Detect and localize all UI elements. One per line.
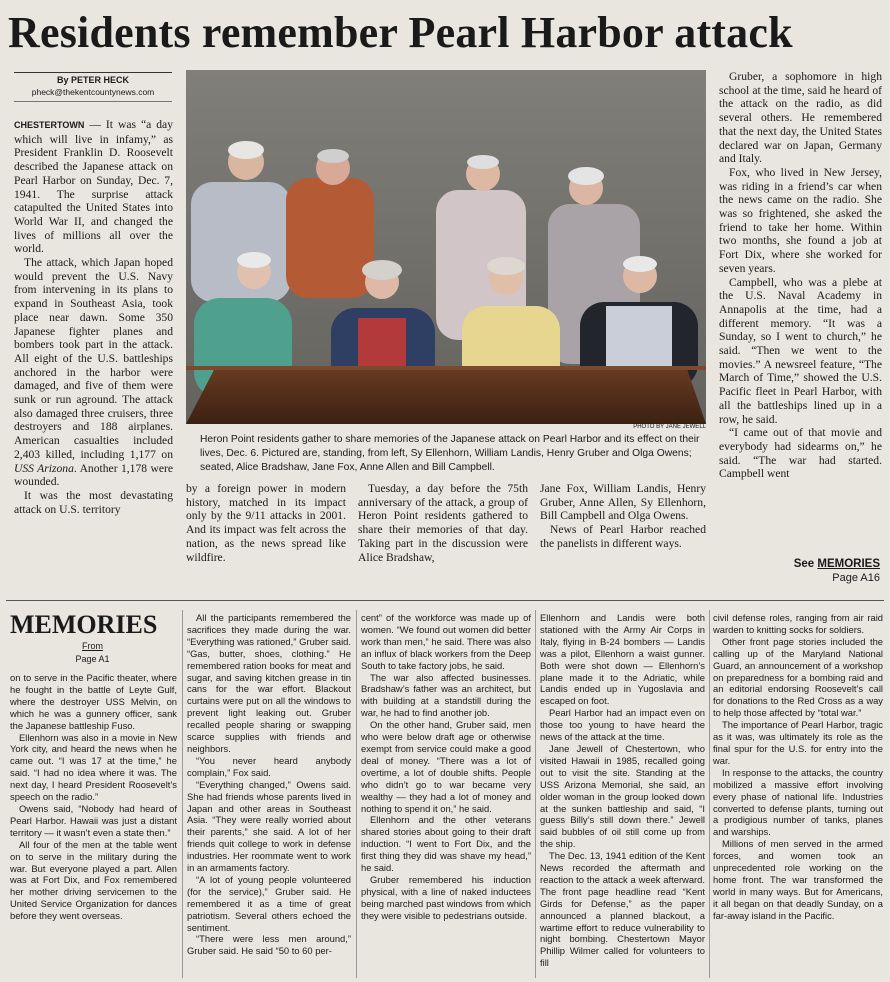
- paragraph: “You never heard anybody complain,” Fox said.: [187, 754, 351, 778]
- paragraph: Ellenhorn and Landis were both stationed with the Army Air Corps in Italy, flying in B-24 bombers — Landis was a pilot, Ellenhorn a waist gunner. Both were shot down — Ellenhorn’s plane made it to the Adriatic, while Landis ended up in Yugoslavia and escaped on foot.: [540, 612, 705, 707]
- lead-paragraph: — It was “a day which will live in infamy,” as President Franklin D. Roosevelt described the Japanese attack on Pearl Harbor on Sunday, Dec. 7, 1941. The surprise attack catapulted the United States into World War II, and changed the lives of millions all over the world.: [14, 118, 173, 256]
- paragraph: Ellenhorn and the other veterans shared stories about going to their draft induction. “I went to Fort Dix, and the first thing they did was shave my head,” he said.: [361, 814, 531, 874]
- ship-name: USS Arizona: [14, 461, 74, 475]
- jump-page: Page A16: [832, 572, 880, 584]
- paragraph: “Everything changed,” Owens said. She had friends whose parents lived in Japan and other areas in Southeast Asia. “They were really worried about their parents,” she said. A lot of her friends quit college to work in defense industries. Her roommate went to work in an armaments factory.: [187, 778, 351, 874]
- paragraph: Gruber remembered his induction physical, with a line of naked inductees being marched past windows from which they were visible to pedestrians outside.: [361, 873, 531, 921]
- paragraph: All the participants remembered the sacrifices they made during the war. “Everything was rationed,” Gruber said. “Gas, butter, shoes, clothing.” He remembered ration books for meat and sugar, and saving kitchen grease in tin cans for the war effort. Blackout curtains were put on all the windows to prevent light leaking out. Gruber recalled people sharing or swapping scarce supplies with friends and neighbors.: [187, 612, 351, 754]
- from-label: From: [82, 641, 103, 651]
- paragraph: All four of the men at the table went on to serve in the military during the war. But everyone played a part. Allen was at Fort Dix, and Fox remembered her mother driving servicemen to the United Service Organization for dances before they went overseas.: [10, 838, 177, 922]
- paragraph: Jane Fox, William Landis, Henry Gruber, Anne Allen, Sy Ellenhorn, Bill Campbell and Olga Owens.: [540, 482, 706, 523]
- paragraph: on to serve in the Pacific theater, where he fought in the battle of Leyte Gulf, where the destroyer USS Melvin, on which he was a gunnery officer, sank the Japanese battleship Fuso.: [10, 672, 177, 731]
- paragraph: The Dec. 13, 1941 edition of the Kent News recorded the aftermath and reaction to the attack a week afterward. The front page headline read “Kent Girds for Defense,” as the paper announced a planned blackout, a wartime effort to reduce vulnerability to night bombing. Chestertown Mayor Phillip Wilmer called for volunteers to fill: [540, 850, 705, 969]
- column-rule: [709, 610, 710, 978]
- photo-caption: Heron Point residents gather to share memories of the Japanese attack on Pearl Harbor and its effect on their lives, Dec. 6. Pictured are, standing, from left, Sy Ellenhorn, William Landis, Henry Gruber and Olga Owens; seated, Alice Bradshaw, Jane Fox, Anne Allen and Bill Campbell.: [200, 434, 700, 473]
- continuation-column-4: [540, 612, 705, 969]
- paragraph: The attack, which Japan hoped would prevent the U.S. Navy from intervening in its plans to expand in Southeast Asia, took place near dawn. Some 350 Japanese fighter planes and bombers took part in the attack. All eight of the U.S. battleships anchored in the harbor were damaged, and five of them were sunk or run aground. The attack also damaged three cruisers, three destroyers and 188 airplanes. American casualties included 2,403 killed, including 1,177 on: [14, 256, 173, 461]
- paragraph: On the other hand, Gruber said, men who were below draft age or otherwise exempt from service could make a good deal of money. “There was a lot of overtime, a lot of double shifts. People who didn’t go to war became very wealthy — they had a lot of money and nothing to spend it on,” he said.: [361, 719, 531, 814]
- paragraph: “A lot of young people volunteered (for the service),” Gruber said. He remembered it as a time of great patriotism. Several others echoed the sentiment.: [187, 873, 351, 933]
- photo-credit: PHOTO BY JANE JEWELL: [633, 424, 706, 430]
- continuation-column-5: [713, 612, 883, 922]
- paragraph: civil defense roles, ranging from air raid warden to knitting socks for soldiers.: [713, 612, 883, 635]
- paragraph: Owens said, “Nobody had heard of Pearl Harbor. Hawaii was just a distant territory — it wasn’t even a state then.”: [10, 802, 177, 838]
- paragraph: Pearl Harbor had an impact even on those too young to have heard the news of the attack at the time.: [540, 707, 705, 743]
- article-column-1: [14, 118, 173, 516]
- memories-heading: MEMORIES: [10, 610, 158, 639]
- paragraph-end: . Another 1,178 were wounded.: [14, 461, 173, 489]
- continuation-column-1: [10, 672, 177, 922]
- continuation-column-2: [187, 612, 351, 957]
- paragraph: Fox, who lived in New Jersey, was riding in a friend’s car when the news came on the radio. She was so frightened, she asked the friend to take her home. Within two months, she found a job at Fort Dix, where she worked for seven years.: [719, 165, 882, 275]
- paragraph: cent” of the workforce was made up of women. “We found out women did better work than men,” he said. There was also an influx of black workers from the Deep South to take factory jobs, he said.: [361, 612, 531, 671]
- article-column-5: [719, 70, 882, 481]
- group-photo: [186, 70, 706, 424]
- paragraph: Jane Jewell of Chestertown, who visited Hawaii in 1985, recalled going out to visit the site. Standing at the USS Arizona Memorial, she said, an older woman in the group looked down at the sunken battleship and said, “I guess Billy’s still down there.” Jewell said bubbles of oil still come up from the ship.: [540, 742, 705, 850]
- paragraph: Other front page stories included the calling up of the Maryland National Guard, an announcement of a workshop on preparedness for a bombing raid and an editorial endorsing Roosevelt’s call for donations to the Red Cross as a way to help those affected by “total war.”: [713, 635, 883, 719]
- paragraph: Millions of men served in the armed forces, and women took an unprecedented role working on the home front. The war transformed the world in many ways. But for Americans, it all began on that deadly Sunday, on a far-away island in the Pacific.: [713, 838, 883, 921]
- paragraph: Ellenhorn was also in a movie in New York city, and heard the news when he came out. “I was 17 at the time,” he said. “I had no idea where it was. The next day, I heard President Roosevelt’s speech on the radio.”: [10, 731, 177, 803]
- jump-reference[interactable]: [725, 558, 880, 584]
- paragraph: It was the most devastating attack on U.S. territory: [14, 488, 173, 516]
- paragraph: Tuesday, a day before the 75th anniversary of the attack, a group of Heron Point residents gathered to share their memories of that day. Taking part in the discussion were Alice Bradshaw,: [358, 482, 528, 564]
- article-column-3: [358, 482, 528, 564]
- paragraph: The war also affected businesses. Bradshaw’s father was an architect, but with building at a standstill during the war, he had to find another job.: [361, 671, 531, 719]
- paragraph: “I came out of that movie and everybody had sidearms on,” he said. “The war had started. Campbell went: [719, 426, 882, 481]
- dateline: CHESTERTOWN: [14, 120, 85, 130]
- jump-section: MEMORIES: [817, 558, 880, 570]
- byline-box: [14, 72, 172, 102]
- headline: Residents remember Pearl Harbor attack: [8, 8, 793, 57]
- byline-author: By PETER HECK: [56, 75, 129, 85]
- paragraph: News of Pearl Harbor reached the panelists in different ways.: [540, 523, 706, 550]
- section-divider: [6, 600, 884, 601]
- paragraph: Campbell, who was a plebe at the U.S. Naval Academy in Annapolis at the time, had a different memory. “It was a Sunday, so I went to church,” he said. “Then we went to the movies.” A newsreel feature, “The March of Time,” showed the U.S. Pacific fleet in Pearl Harbor, with all the battleships lined up in a row, he said.: [719, 275, 882, 426]
- paragraph: “There were less men around,” Gruber said. He said “50 to 60 per-: [187, 933, 351, 957]
- column-rule: [356, 610, 357, 978]
- article-column-2: [186, 482, 346, 564]
- column-rule: [535, 610, 536, 978]
- paragraph: by a foreign power in modern history, matched in its impact only by the 9/11 attacks in 2001. And its impact was felt across the nation, as the news spread like wildfire.: [186, 482, 346, 564]
- column-rule: [182, 610, 183, 978]
- paragraph: The importance of Pearl Harbor, tragic as it was, was ultimately its role as the final spur for the U.S. for entry into the war.: [713, 719, 883, 766]
- memories-from: [10, 640, 175, 666]
- jump-see: See: [793, 558, 815, 570]
- continuation-column-3: [361, 612, 531, 922]
- byline-email[interactable]: pheck@thekentcountynews.com: [31, 87, 155, 97]
- paragraph: Gruber, a sophomore in high school at the time, said he heard of the attack on the radio, as did several others. He remembered that the next day, the United States declared war on Japan, Germany and Italy.: [719, 70, 882, 166]
- from-page: Page A1: [75, 654, 110, 664]
- article-column-4: [540, 482, 706, 551]
- paragraph: In response to the attacks, the country mobilized a massive effort involving every phase of national life. Industries converted to defense plants, turning out a prodigious number of tanks, planes and warships.: [713, 766, 883, 838]
